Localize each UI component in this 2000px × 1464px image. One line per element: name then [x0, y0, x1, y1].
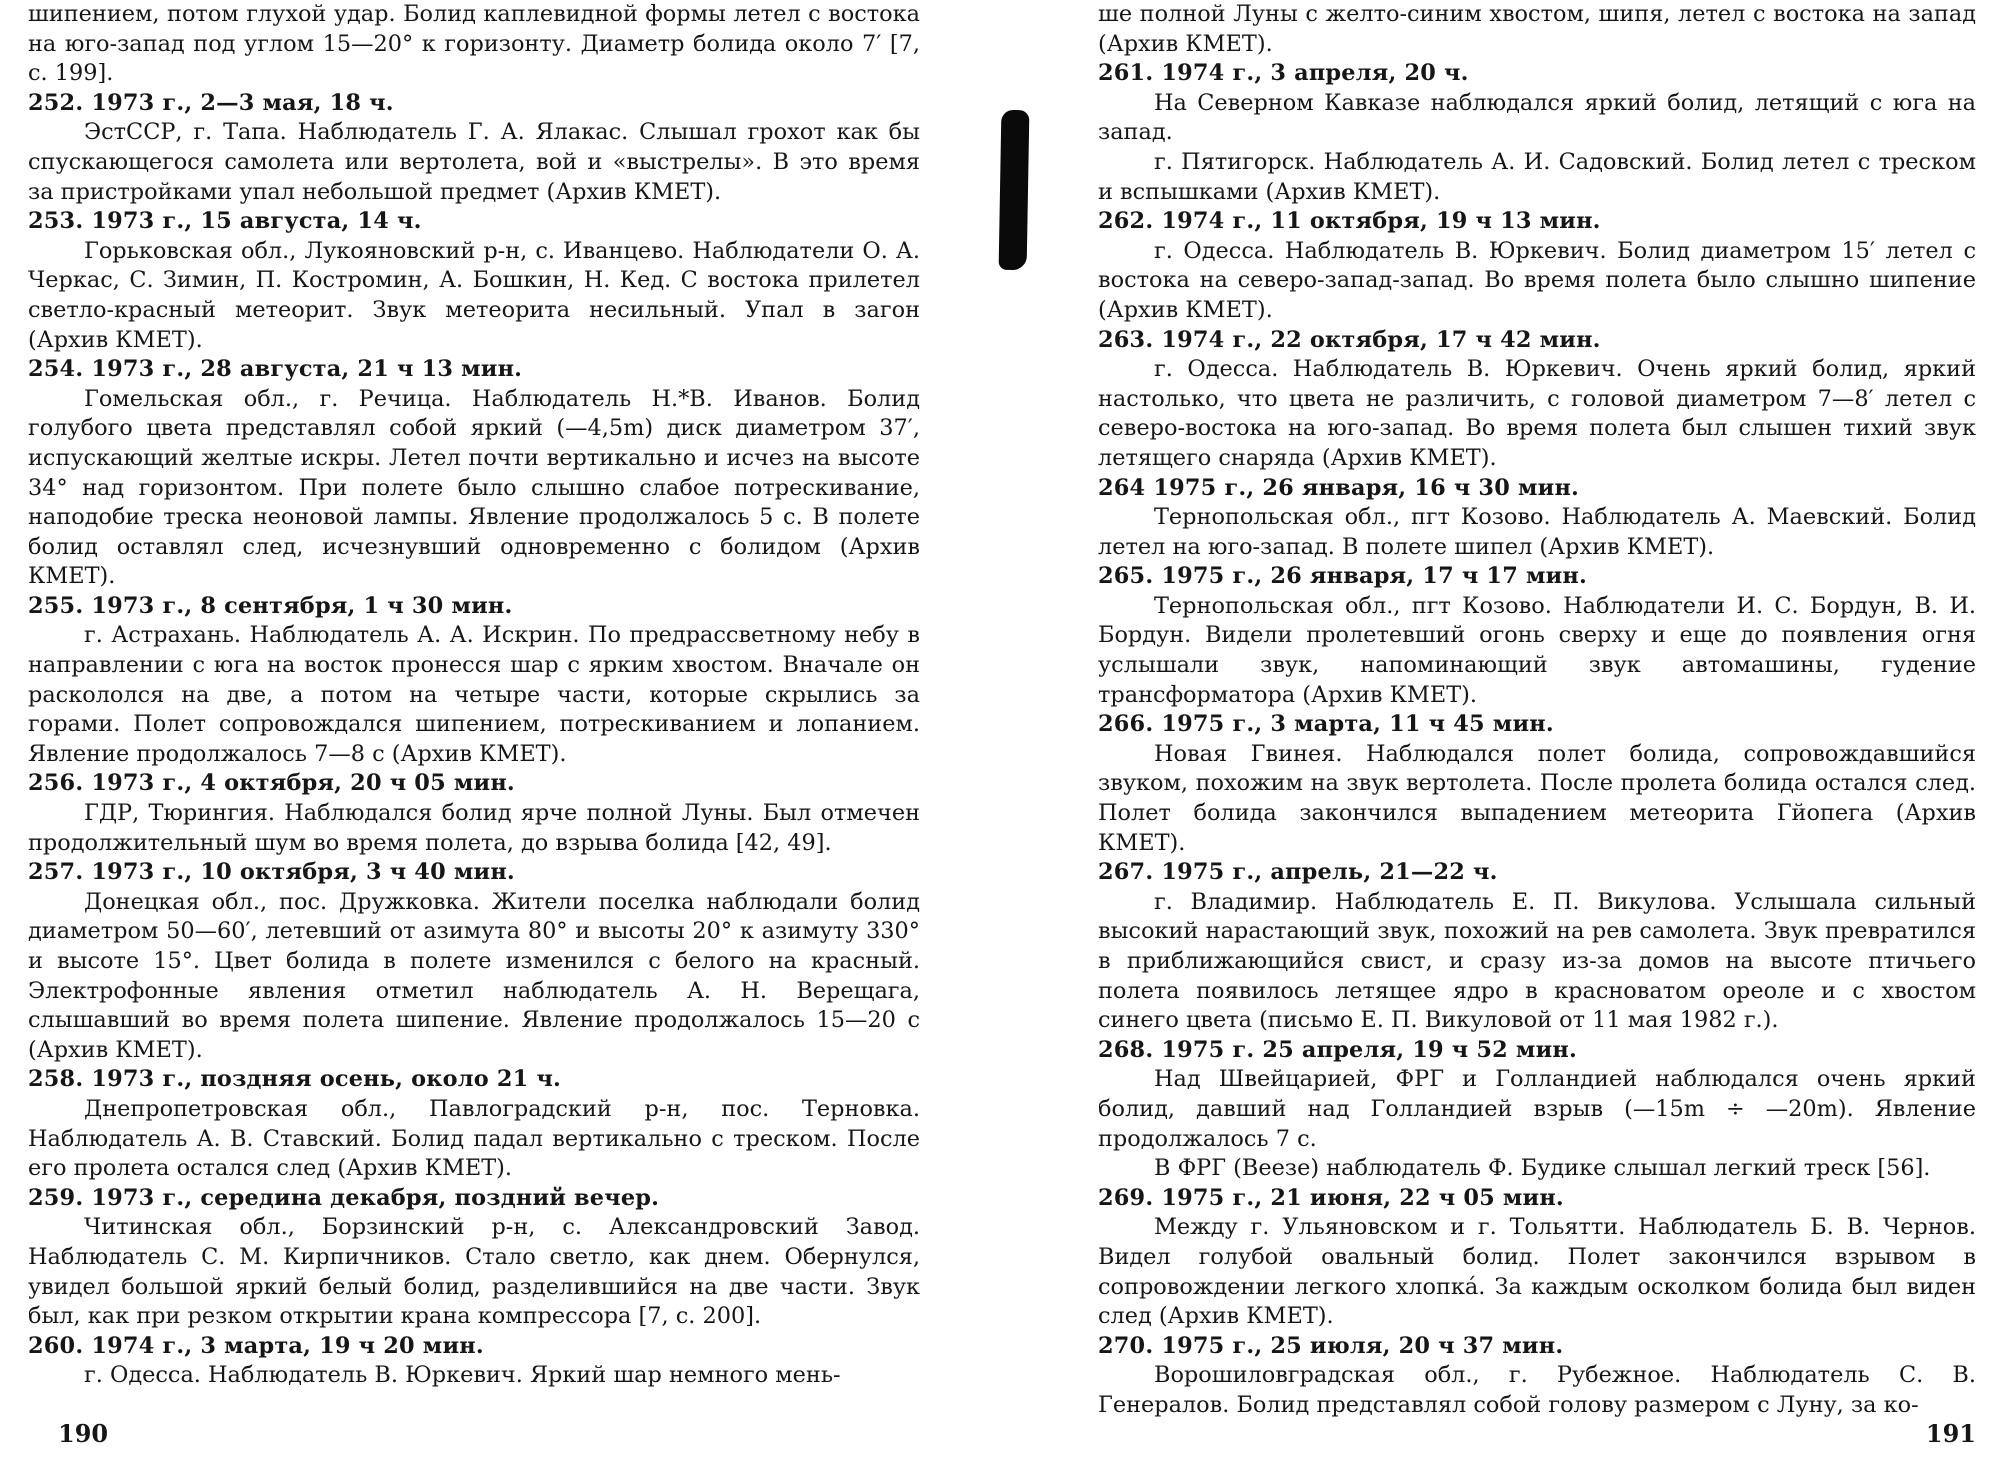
entry-heading: 253. 1973 г., 15 августа, 14 ч. [28, 208, 422, 235]
entry-paragraph: Тернопольская обл., пгт Козово. Наблюдатели И. С. Бордун, В. И. Бордун. Видели пролетевший огонь сверху и еще до появления огня услышали звук, напоминающий звук автомашины, гудение трансформатора (Архив КМЕТ). [1098, 592, 1976, 708]
entry-heading: 270. 1975 г., 25 июля, 20 ч 37 мин. [1098, 1332, 1564, 1359]
entry-heading: 263. 1974 г., 22 октября, 17 ч 42 мин. [1098, 326, 1601, 353]
entry-heading: 261. 1974 г., 3 апреля, 20 ч. [1098, 60, 1469, 87]
entry-paragraph: На Северном Кавказе наблюдался яркий болид, летящий с юга на запад. [1098, 89, 1976, 146]
entry-heading: 255. 1973 г., 8 сентября, 1 ч 30 мин. [28, 592, 513, 619]
entry-paragraph: Гомельская обл., г. Речица. Наблюдатель Н.*В. Иванов. Болид голубого цвета представлял собой яркий (—4,5m) диск диаметром 37′, испускающий желтые искры. Летел почти вертикально и исчез на высоте 34° над горизонтом. При полете было слышно слабое потрескивание, наподобие треска неоновой лампы. Явление продолжалось 5 с. В полете болид оставлял след, исчезнувший одновременно с болидом (Архив КМЕТ). [28, 385, 920, 590]
entry-heading: 260. 1974 г., 3 марта, 19 ч 20 мин. [28, 1332, 484, 1359]
left-page [28, 0, 920, 1464]
entry-heading: 254. 1973 г., 28 августа, 21 ч 13 мин. [28, 356, 523, 383]
entry-heading: 267. 1975 г., апрель, 21—22 ч. [1098, 859, 1498, 886]
entry-paragraph: г. Одесса. Наблюдатель В. Юркевич. Болид диаметром 15′ летел с востока на северо-запад-запад. Во время полета было слышно шипение (Архив КМЕТ). [1098, 237, 1976, 323]
entry-paragraph: г. Одесса. Наблюдатель В. Юркевич. Очень яркий болид, яркий настолько, что цвета не различить, с головой диаметром 7—8′ летел с северо-востока на юго-запад. Во время полета был слышен тихий звук летящего снаряда (Архив КМЕТ). [1098, 356, 1976, 471]
entry-heading: 266. 1975 г., 3 марта, 11 ч 45 мин. [1098, 711, 1554, 738]
right-page [1098, 0, 1976, 1464]
entry-paragraph: г. Одесса. Наблюдатель В. Юркевич. Яркий шар немного мень- [84, 1362, 841, 1389]
entry-heading: 268. 1975 г. 25 апреля, 19 ч 52 мин. [1098, 1036, 1577, 1063]
entry-heading: 258. 1973 г., поздняя осень, около 21 ч. [28, 1066, 562, 1093]
binding-shadow [999, 110, 1030, 270]
entry-paragraph: Над Швейцарией, ФРГ и Голландией наблюдался очень яркий болид, давший над Голландией взрыв (—15m ÷ —20m). Явление продолжалось 7 с. [1098, 1066, 1976, 1152]
entry-paragraph: Ворошиловградская обл., г. Рубежное. Наблюдатель С. В. Генералов. Болид представлял собой голову размером с Луну, за ко- [1098, 1362, 1976, 1418]
entry-heading: 259. 1973 г., середина декабря, поздний вечер. [28, 1184, 660, 1211]
entry-paragraph: Читинская обл., Борзинский р-н, с. Александровский Завод. Наблюдатель С. М. Кирпичников. Стало светло, как днем. Обернулся, увидел большой яркий белый болид, разделившийся на две части. Звук был, как при резком открытии крана компрессора [7, с. 200]. [28, 1214, 920, 1330]
right-page-text-column [1098, 0, 1976, 1421]
entry-paragraph: г. Пятигорск. Наблюдатель А. И. Садовский. Болид летел с треском и вспышками (Архив КМЕТ). [1098, 148, 1976, 205]
continued-paragraph: ше полной Луны с желто-синим хвостом, шипя, летел с востока на запад (Архив КМЕТ). [1098, 1, 1976, 57]
entry-paragraph: Днепропетровская обл., Павлоградский р-н, пос. Терновка. Наблюдатель А. В. Ставский. Болид падал вертикально с треском. После его пролета остался след (Архив КМЕТ). [28, 1095, 920, 1182]
left-page-number: 190 [58, 1419, 109, 1448]
entry-paragraph: Тернопольская обл., пгт Козово. Наблюдатель А. Маевский. Болид летел на юго-запад. В полете шипел (Архив КМЕТ). [1098, 504, 1976, 560]
entry-paragraph: Новая Гвинея. Наблюдался полет болида, сопровождавшийся звуком, похожим на звук вертолета. После пролета болида остался след. Полет болида закончился выпадением метеорита Гйопега (Архив КМЕТ). [1098, 740, 1976, 856]
left-page-text-column [28, 0, 920, 1391]
entry-paragraph: Между г. Ульяновском и г. Тольятти. Наблюдатель Б. В. Чернов. Видел голубой овальный болид. Полет закончился взрывом в сопровождении легкого хлопка́. За каждым осколком болида был виден след (Архив КМЕТ). [1098, 1214, 1976, 1330]
entry-heading: 265. 1975 г., 26 января, 17 ч 17 мин. [1098, 563, 1588, 590]
entry-heading: 252. 1973 г., 2—3 мая, 18 ч. [28, 89, 394, 116]
entry-heading: 257. 1973 г., 10 октября, 3 ч 40 мин. [28, 859, 515, 886]
entry-heading: 269. 1975 г., 21 июня, 22 ч 05 мин. [1098, 1184, 1564, 1211]
entry-paragraph: ГДР, Тюрингия. Наблюдался болид ярче полной Луны. Был отмечен продолжительный шум во время полета, до взрыва болида [42, 49]. [28, 800, 920, 856]
entry-paragraph: г. Владимир. Наблюдатель Е. П. Викулова. Услышала сильный высокий нарастающий звук, похожий на рев самолета. Звук превратился в приближающийся свист, и сразу из-за домов на высоте птичьего полета появилось летящее ядро в красноватом ореоле и с хвостом синего цвета (письмо Е. П. Викуловой от 11 мая 1982 г.). [1098, 888, 1976, 1034]
entry-heading: 264 1975 г., 26 января, 16 ч 30 мин. [1098, 474, 1580, 501]
entry-paragraph: Донецкая обл., пос. Дружковка. Жители поселка наблюдали болид диаметром 50—60′, летевший от азимута 80° и высоты 20° к азимуту 330° и высоте 15°. Цвет болида в полете изменился с белого на красный. Электрофонные явления отметил наблюдатель А. Н. Верещага, слышавший во время полета шипение. Явление продолжалось 15—20 с (Архив КМЕТ). [28, 888, 920, 1063]
entry-heading: 262. 1974 г., 11 октября, 19 ч 13 мин. [1098, 208, 1601, 235]
entry-paragraph: В ФРГ (Веезе) наблюдатель Ф. Будике слышал легкий треск [56]. [1154, 1155, 1931, 1182]
entry-paragraph: ЭстССР, г. Тапа. Наблюдатель Г. А. Ялакас. Слышал грохот как бы спускающегося самолета или вертолета, вой и «выстрелы». В это время за пристройками упал небольшой предмет (Архив КМЕТ). [28, 119, 920, 205]
entry-paragraph: Горьковская обл., Лукояновский р-н, с. Иванцево. Наблюдатели О. А. Черкас, С. Зимин, П. Костромин, А. Бошкин, Н. Кед. С востока прилетел светло-красный метеорит. Звук метеорита несильный. Упал в загон (Архив КМЕТ). [28, 237, 920, 353]
right-page-number: 191 [1925, 1419, 1976, 1448]
continued-paragraph: шипением, потом глухой удар. Болид каплевидной формы летел с востока на юго-запад под углом 15—20° к горизонту. Диаметр болида около 7′ [7, с. 199]. [28, 1, 920, 87]
entry-heading: 256. 1973 г., 4 октября, 20 ч 05 мин. [28, 770, 515, 797]
entry-paragraph: г. Астрахань. Наблюдатель А. А. Искрин. По предрассветному небу в направлении с юга на восток пронесся шар с ярким хвостом. Вначале он раскололся на две, а потом на четыре части, которые скрылись за горами. Полет сопровождался шипением, потрескиванием и лопанием. Явление продолжалось 7—8 с (Архив КМЕТ). [28, 622, 920, 767]
